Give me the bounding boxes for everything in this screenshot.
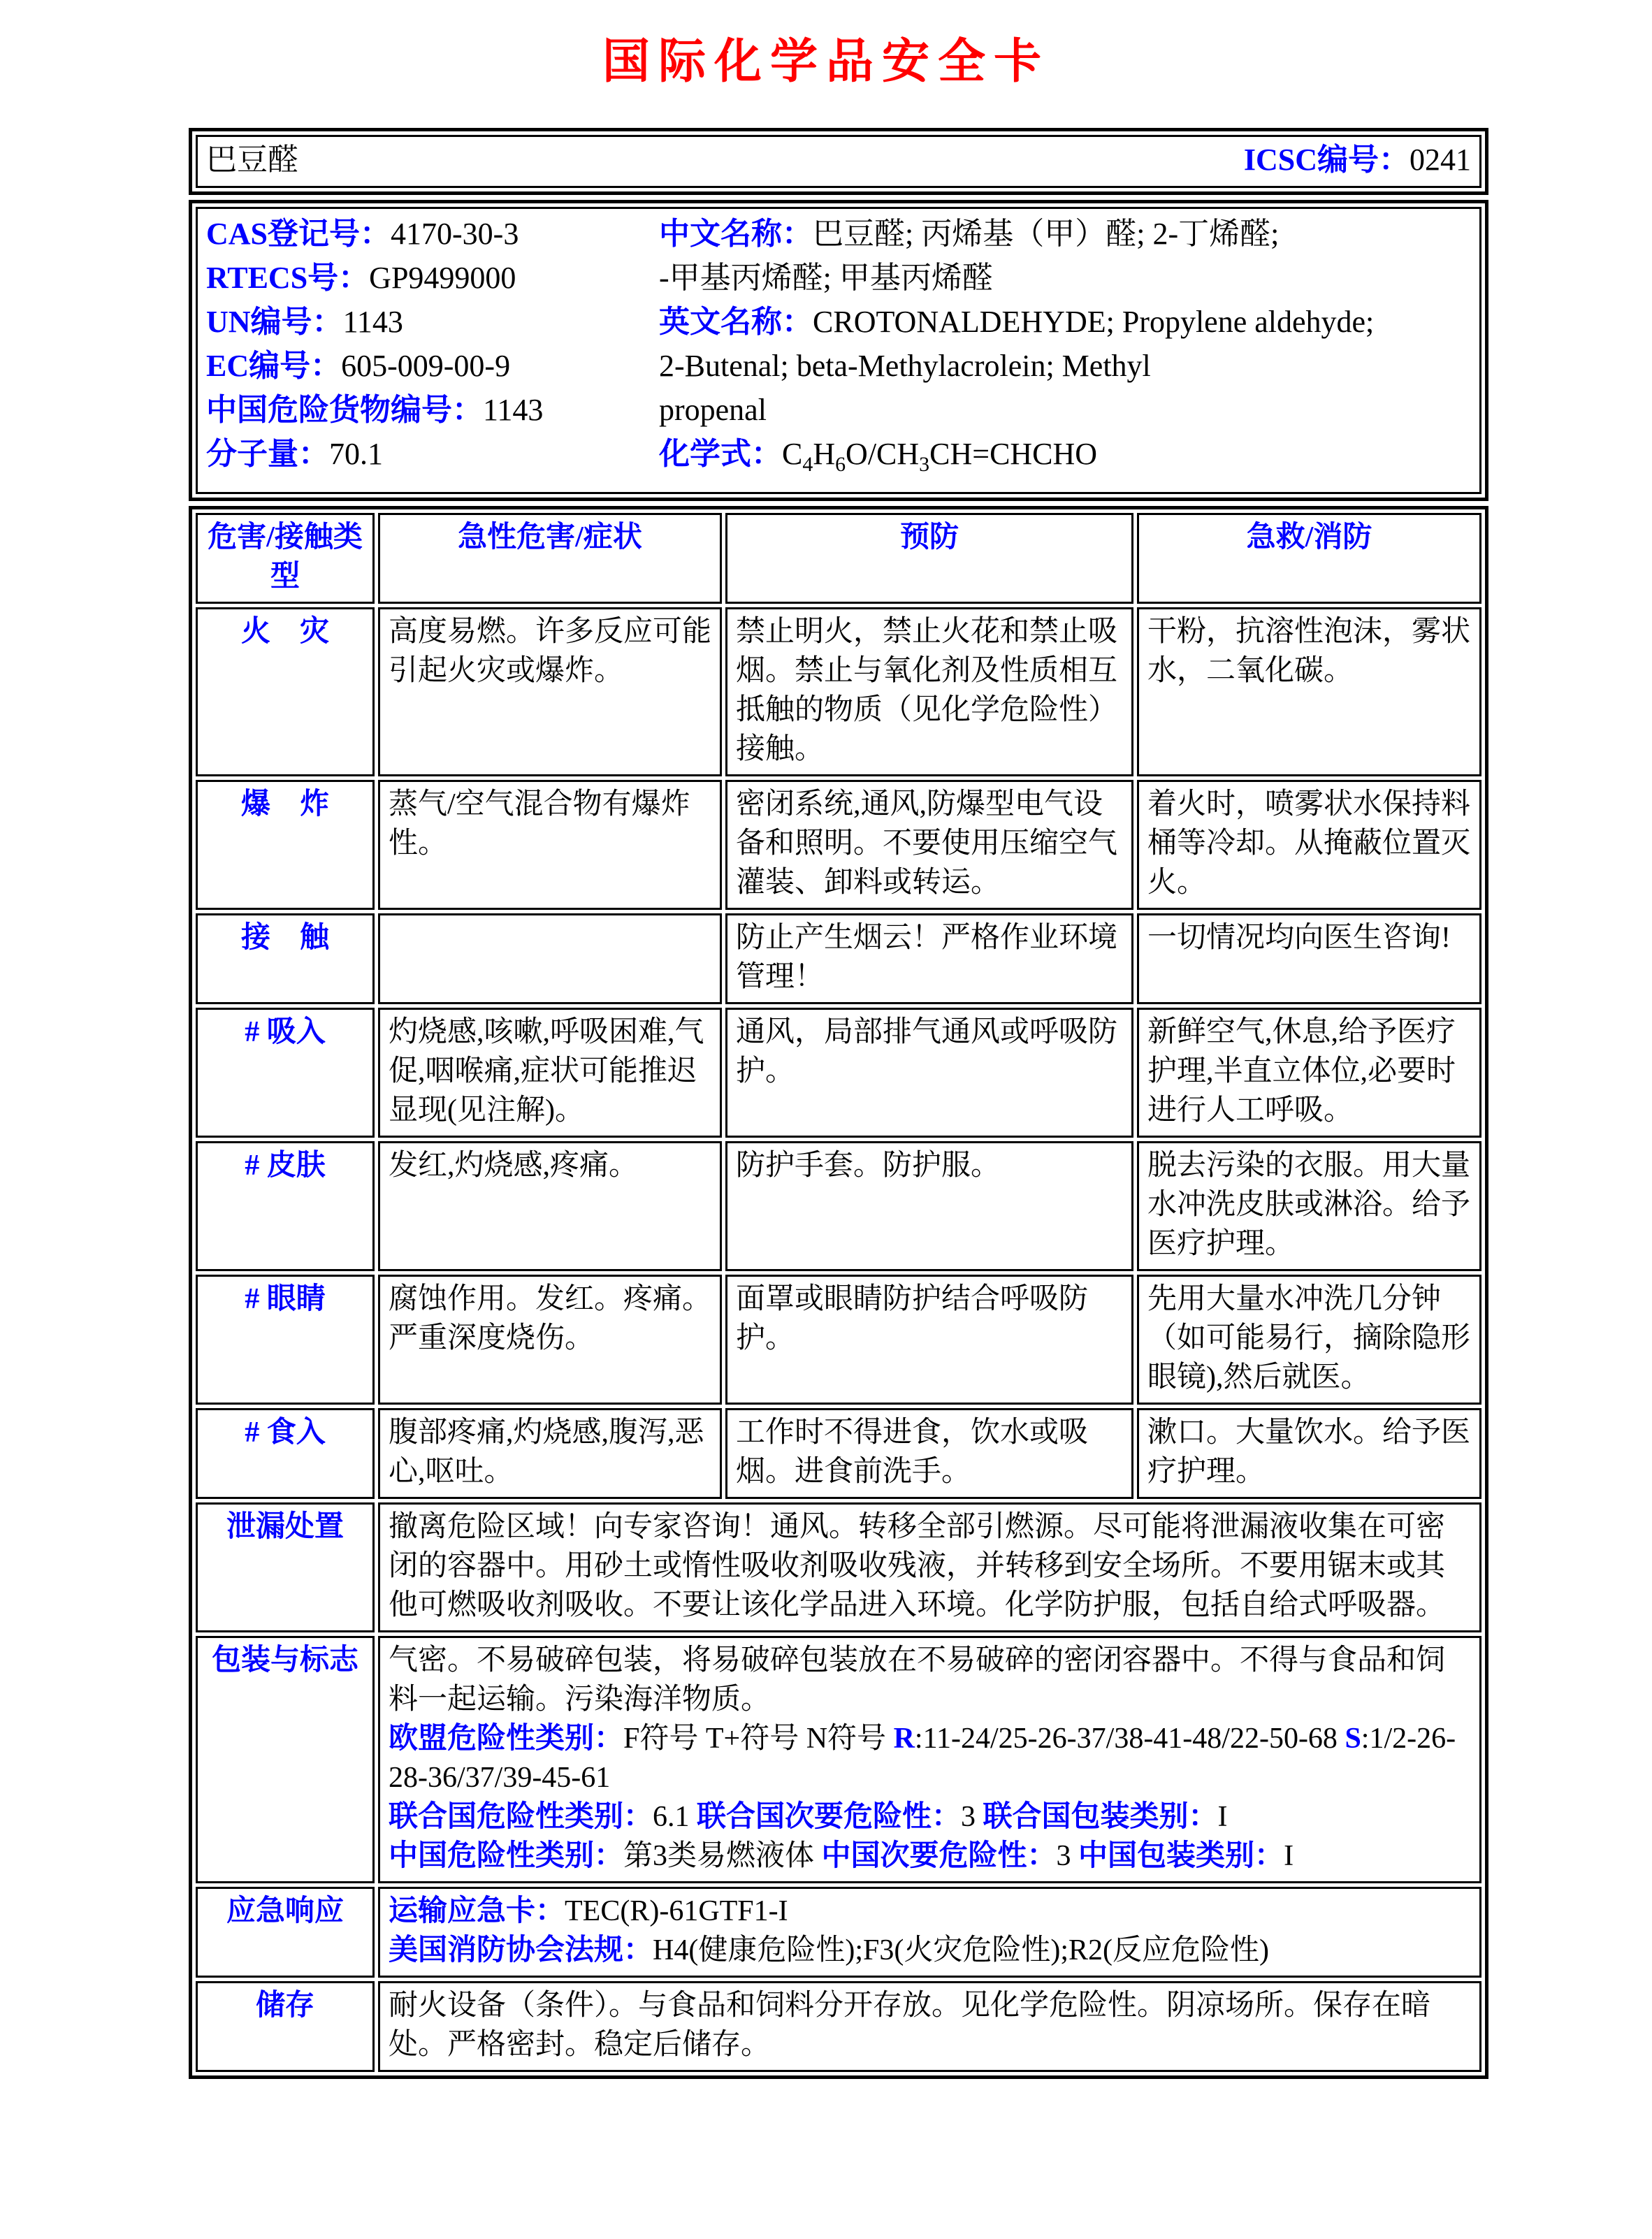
info-row [196,207,1481,494]
icsc-value: 0241 [1410,143,1471,177]
row-label-fire: 火 灾 [196,607,375,776]
table-row-explosion [196,780,1481,910]
cell-skin-prevention: 防护手套。防护服。 [725,1141,1133,1271]
cell-fire-response: 干粉，抗溶性泡沫，雾状水，二氧化碳。 [1137,607,1481,776]
cell-eyes-prevention: 面罩或眼睛防护结合呼吸防护。 [725,1275,1133,1405]
hazard-table [189,506,1488,2079]
identifier-value: 605-009-00-9 [341,349,511,383]
row-label-exposure: 接 触 [196,913,375,1004]
cell-spillage-content: 撤离危险区域！向专家咨询！通风。转移全部引燃源。尽可能将泄漏液收集在可密闭的容器中。用砂土或惰性吸收剂吸收残液，并转移到安全场所。不要用锯末或其他可燃吸收剂吸收。不要让该化学品进入环境。化学防护服，包括自给式呼吸器。 [378,1502,1481,1632]
row-label-storage: 储存 [196,1981,375,2072]
icsc-number [1244,140,1471,180]
table-row-storage [196,1981,1481,2072]
identifier-label: 中国危险货物编号： [206,393,483,427]
table-row-ingestion [196,1408,1481,1499]
cell-skin-response: 脱去污染的衣服。用大量水冲洗皮肤或淋浴。给予医疗护理。 [1137,1141,1481,1271]
hazard-table-header-row [196,513,1481,604]
names-block [659,212,1471,486]
cell-emergency-content: 运输应急卡：TEC(R)-61GTF1-I 美国消防协会法规：H4(健康危险性);F3(火灾危险性);R2(反应危险性) [378,1887,1481,1978]
row-label-spillage: 泄漏处置 [196,1502,375,1632]
header-box [189,128,1488,195]
header-cell [196,135,1481,188]
info-box [189,200,1488,501]
row-label-inhalation: # 吸入 [196,1008,375,1138]
table-row-skin [196,1141,1481,1271]
column-header-symptoms: 急性危害/症状 [378,513,722,604]
chinese-names: 中文名称：巴豆醛; 丙烯基（甲）醛; 2-丁烯醛; -甲基丙烯醛; 甲基丙烯醛 [659,217,1280,295]
row-label-eyes: # 眼睛 [196,1275,375,1405]
identifier-value: 1143 [483,393,544,427]
cell-exposure-symptoms [378,913,722,1004]
cell-inhalation-response: 新鲜空气,休息,给予医疗护理,半直立体位,必要时进行人工呼吸。 [1137,1008,1481,1138]
column-header-first-aid: 急救/消防 [1137,513,1481,604]
cell-fire-symptoms: 高度易燃。许多反应可能引起火灾或爆炸。 [378,607,722,776]
cell-inhalation-prevention: 通风，局部排气通风或呼吸防护。 [725,1008,1133,1138]
identifier-label: UN编号： [206,305,343,339]
cell-ingestion-prevention: 工作时不得进食，饮水或吸烟。进食前洗手。 [725,1408,1133,1499]
substance-name: 巴豆醛 [206,143,298,177]
identifier-label: RTECS号： [206,261,370,295]
cell-eyes-response: 先用大量水冲洗几分钟（如可能易行，摘除隐形眼镜),然后就医。 [1137,1275,1481,1405]
identifier-list [206,212,659,486]
cell-storage-content: 耐火设备（条件）。与食品和饲料分开存放。见化学危险性。阴凉场所。保存在暗处。严格密封。稳定后储存。 [378,1981,1481,2072]
identifier-row-rtecs [206,256,659,300]
identifier-row-cas [206,212,659,256]
cell-ingestion-response: 漱口。大量饮水。给予医疗护理。 [1137,1408,1481,1499]
icsc-label: ICSC编号： [1243,143,1410,177]
table-row-emergency [196,1887,1481,1978]
table-row-spillage [196,1502,1481,1632]
table-row-eyes [196,1275,1481,1405]
identifier-value: 1143 [342,305,403,339]
identifier-value: 4170-30-3 [391,217,519,251]
row-label-explosion: 爆 炸 [196,780,375,910]
cell-explosion-response: 着火时，喷雾状水保持料桶等冷却。从掩蔽位置灭火。 [1137,780,1481,910]
cell-explosion-symptoms: 蒸气/空气混合物有爆炸性。 [378,780,722,910]
column-header-hazard-type: 危害/接触类型 [196,513,375,604]
header-row [196,135,1481,188]
chemical-formula: 化学式：$C_4H_6O/CH_3CH=CHCHO$ [659,437,1098,476]
cell-explosion-prevention: 密闭系统,通风,防爆型电气设备和照明。不要使用压缩空气灌装、卸料或转运。 [725,780,1133,910]
cell-exposure-prevention: 防止产生烟云！严格作业环境管理！ [725,913,1133,1004]
icsc-card-page [0,24,1652,2079]
identifier-value: GP9499000 [369,261,516,295]
table-row-inhalation [196,1008,1481,1138]
row-label-skin: # 皮肤 [196,1141,375,1271]
card-content [189,128,1488,2079]
row-label-emergency: 应急响应 [196,1887,375,1978]
identifier-label: EC编号： [206,349,342,383]
cell-ingestion-symptoms: 腹部疼痛,灼烧感,腹泻,恶心,呕吐。 [378,1408,722,1499]
identifier-value: 70.1 [329,437,383,471]
column-header-prevention: 预防 [725,513,1133,604]
cell-fire-prevention: 禁止明火，禁止火花和禁止吸烟。禁止与氧化剂及性质相互抵触的物质（见化学危险性）接触。 [725,607,1133,776]
info-cell [196,207,1481,494]
row-label-ingestion: # 食入 [196,1408,375,1499]
cell-inhalation-symptoms: 灼烧感,咳嗽,呼吸困难,气促,咽喉痛,症状可能推迟显现(见注解)。 [378,1008,722,1138]
identifier-row-molweight [206,432,659,476]
cell-eyes-symptoms: 腐蚀作用。发红。疼痛。严重深度烧伤。 [378,1275,722,1405]
identifier-label: CAS登记号： [206,217,391,251]
identifier-row-un [206,300,659,344]
table-row-exposure [196,913,1481,1004]
table-row-packaging [196,1636,1481,1883]
table-row-fire [196,607,1481,776]
cell-packaging-content: 气密。不易破碎包装，将易破碎包装放在不易破碎的密闭容器中。不得与食品和饲料一起运输。污染海洋物质。 欧盟危险性类别：F符号 T+符号 N符号 R:11-24/25-26-37/38-41-48/22-50-68 S:1/2-26-28-36/37/39-45-61 联合国危险性类别：6.1 联合国次要危险性：3 联合国包装类别：I 中国危险性类别：第3类易燃液体 中国次要危险性：3 中国包装类别：I [378,1636,1481,1883]
identifier-label: 分子量： [206,437,329,471]
identifier-row-ec [206,344,659,388]
cell-skin-symptoms: 发红,灼烧感,疼痛。 [378,1141,722,1271]
cell-exposure-response: 一切情况均向医生咨询! [1137,913,1481,1004]
identifier-row-china-dg [206,388,659,432]
row-label-packaging: 包装与标志 [196,1636,375,1883]
page-title: 国际化学品安全卡 [602,35,1050,88]
english-names: 英文名称：CROTONALDEHYDE; Propylene aldehyde; 2-Butenal; beta-Methylacrolein; Methyl propenal [659,305,1375,427]
